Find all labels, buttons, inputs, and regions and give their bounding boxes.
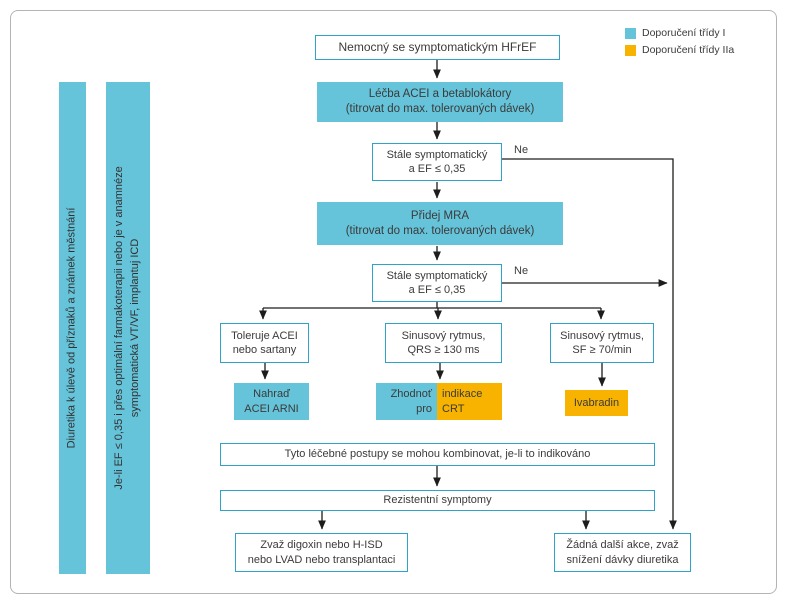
- resistant-symptoms-text: Rezistentní symptomy: [383, 494, 492, 507]
- action-ivabradin-box: [565, 390, 628, 416]
- legend: [625, 27, 734, 61]
- final-right-line2: snížení dávky diuretika: [566, 553, 679, 566]
- cond-right-line2: SF ≥ 70/min: [572, 344, 632, 356]
- check2-line2: a EF ≤ 0,35: [408, 284, 466, 296]
- legend-item-class-i: [625, 27, 734, 39]
- action-crt-yellow-half: [437, 383, 502, 420]
- action-crt-word-4: CRT: [442, 402, 465, 415]
- cond-right-line1: Sinusový rytmus,: [560, 329, 644, 342]
- final-no-action-box: [554, 533, 691, 572]
- action-arni-box: [234, 383, 309, 420]
- action-crt-word-3: pro: [416, 402, 432, 415]
- legend-label-class-iia: Doporučení třídy IIa: [642, 44, 735, 56]
- action-crt-word-1: Zhodnoť: [390, 388, 432, 401]
- step1-line2: (titrovat do max. tolerovaných dávek): [345, 103, 535, 115]
- action-arni-line1: Nahraď: [253, 388, 290, 401]
- no-label-1: Ne: [514, 144, 529, 156]
- action-crt-box: [376, 383, 502, 420]
- action-crt-word-2: indikace: [442, 388, 483, 401]
- step1-acei-betablocker-box: [317, 82, 563, 122]
- action-crt-cyan-half: [376, 383, 437, 420]
- legend-label-class-i: Doporučení třídy I: [642, 27, 726, 39]
- sidebar-icd-bar: [106, 82, 150, 574]
- class-iia-color-swatch: [625, 45, 636, 56]
- cond-left-line2: nebo sartany: [232, 344, 297, 356]
- final-right-line1: Žádná další akce, zvaž: [566, 539, 679, 552]
- check1-line1: Stále symptomatický: [386, 148, 488, 161]
- check1-symptomatic-box: [372, 143, 502, 181]
- start-box: [315, 35, 560, 60]
- final-left-line2: nebo LVAD nebo transplantaci: [247, 553, 396, 566]
- combine-text: Tyto léčebné postupy se mohou kombinovat, je-li to indikováno: [284, 448, 591, 461]
- final-digoxin-lvad-box: [235, 533, 408, 572]
- sidebar-diuretics-bar: [59, 82, 86, 574]
- check2-symptomatic-box: [372, 264, 502, 302]
- action-arni-line2: ACEI ARNI: [244, 402, 299, 415]
- class-i-color-swatch: [625, 28, 636, 39]
- cond-sinus-hr-box: [550, 323, 654, 363]
- no-label-2: Ne: [514, 265, 529, 277]
- resistant-symptoms-box: [220, 490, 655, 511]
- start-box-text: Nemocný se symptomatickým HFrEF: [338, 39, 537, 54]
- cond-sinus-qrs-box: [385, 323, 502, 363]
- cond-acei-sartan-box: [220, 323, 309, 363]
- final-left-line1: Zvaž digoxin nebo H-ISD: [260, 539, 383, 552]
- combine-box: [220, 443, 655, 466]
- cond-left-line1: Toleruje ACEI: [231, 329, 298, 342]
- step1-line1: Léčba ACEI a betablokátory: [368, 88, 512, 101]
- sidebar-icd-text: Je-li EF ≤ 0,35 i přes optimální farmakoterapii nebo je v anamnéze symptomatická VT/VF, implantuj ICD: [113, 166, 141, 490]
- check1-line2: a EF ≤ 0,35: [408, 163, 466, 175]
- cond-mid-line1: Sinusový rytmus,: [401, 329, 486, 342]
- step2-mra-box: [317, 202, 563, 245]
- step2-line2: (titrovat do max. tolerovaných dávek): [345, 224, 535, 237]
- action-ivabradin-text: Ivabradin: [573, 396, 620, 409]
- step2-line1: Přidej MRA: [410, 209, 470, 222]
- cond-mid-line2: QRS ≥ 130 ms: [407, 344, 480, 356]
- legend-item-class-iia: [625, 44, 734, 56]
- check2-line1: Stále symptomatický: [386, 269, 488, 282]
- sidebar-diuretics-text: Diuretika k úlevě od příznaků a známek městnání: [65, 207, 78, 449]
